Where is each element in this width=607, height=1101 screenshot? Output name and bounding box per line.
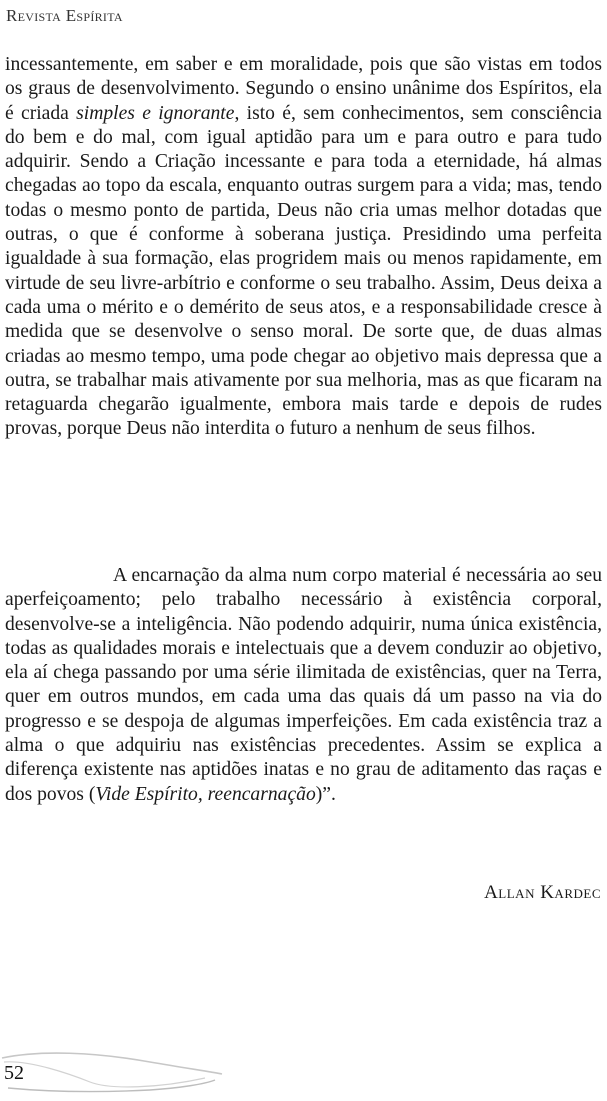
running-head: Revista Espírita: [6, 6, 123, 25]
paragraph-2-text-b: )”.: [315, 783, 336, 805]
body-paragraph-2: [5, 564, 602, 807]
paragraph-2-emphasis: Vide Espírito, reencarnação: [95, 783, 316, 805]
body-paragraph-1: [5, 53, 602, 442]
author-signature: Allan Kardec: [484, 882, 601, 903]
paragraph-2-text-a: A encarnação da alma num corpo material é necessária ao seu aperfeiçoamento; pelo trabalho necessário à existência corporal, desenvolve-se a inteligência. Não podendo adquirir, numa única existência, todas as qualidades morais e intelectuais que a devem conduzir ao objetivo, ela aí chega passando por uma série ilimitada de existências, quer na Terra, quer em outros mundos, em cada uma das quais dá um passo na via do progresso e se despoja de algumas imperfeições. Em cada existência traz a alma o que adquiriu nas existências precedentes. Assim se explica a diferença existente nas aptidões inatas e no grau de aditamento das raças e dos povos (: [5, 565, 602, 805]
paragraph-1-text-a: incessantemente, em saber e em moralidade, pois que são vistas em todos os graus de desenvolvimento. Segundo o ensino unânime dos Espíritos, ela é criada: [5, 54, 602, 124]
page-number: 52: [4, 1062, 24, 1084]
footer-swirl-ornament: [0, 1044, 230, 1094]
paragraph-1-emphasis: simples e ignorante: [76, 102, 235, 124]
paragraph-1-text-b: , isto é, sem conhecimentos, sem consciência do bem e do mal, com igual aptidão para um e para outro e para tudo adquirir. Sendo a Criação incessante e para toda a eternidade, há almas chegadas ao topo da escala, enquanto outras surgem para a vida; mas, tendo todas o mesmo ponto de partida, Deus não cria umas melhor dotadas que outras, o que é conforme à soberana justiça. Presidindo uma perfeita igualdade à sua formação, elas progridem mais ou menos rapidamente, em virtude de seu livre-arbítrio e conforme o seu trabalho. Assim, Deus deixa a cada uma o mérito e o demérito de seus atos, e a responsabilidade cresce à medida que se desenvolve o senso moral. De sorte que, de duas almas criadas ao mesmo tempo, uma pode chegar ao objetivo mais depressa que a outra, se trabalhar mais ativamente por sua melhoria, mas as que ficaram na retaguarda chegarão igualmente, embora mais tarde e depois de rudes provas, porque Deus não interdita o futuro a nenhum de seus filhos.: [5, 102, 602, 440]
